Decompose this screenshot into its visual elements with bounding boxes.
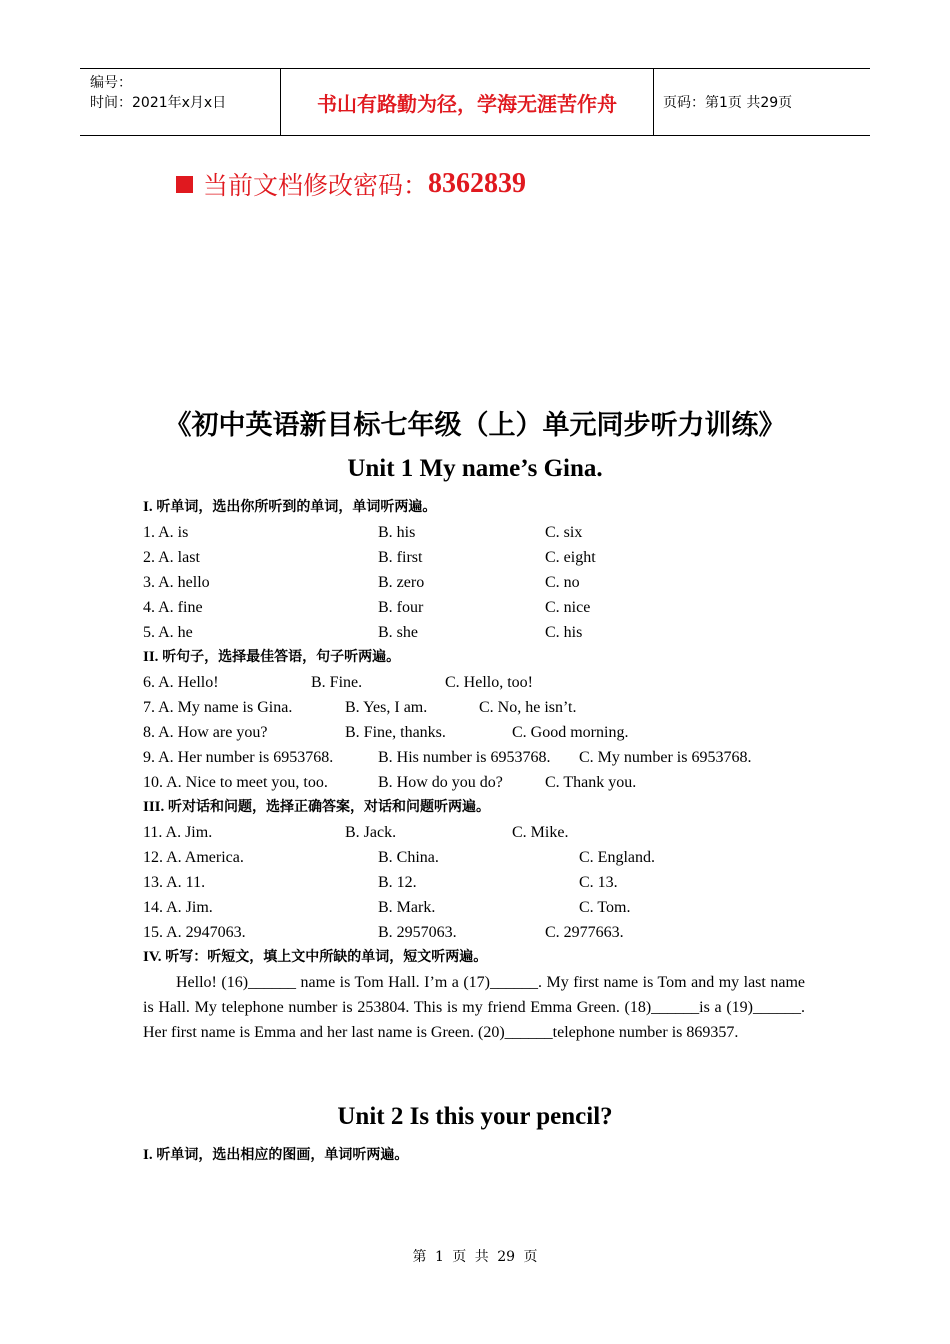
page-header	[80, 68, 870, 136]
header-page-info: 页码：第1页 共29页	[663, 95, 793, 111]
option-b: B. Fine.	[311, 674, 363, 691]
option-a: 2. A. last	[143, 549, 200, 566]
option-c: C. 2977663.	[545, 924, 624, 941]
unit1-title: Unit 1 My name’s Gina.	[347, 455, 603, 482]
question-row	[143, 570, 805, 595]
option-c: C. No, he isn’t.	[479, 699, 577, 716]
option-b: B. first	[378, 549, 423, 566]
option-c: C. Good morning.	[512, 724, 629, 741]
number-label: 编号：	[90, 75, 132, 91]
question-row	[143, 545, 805, 570]
time-label: 时间：2021年x月x日	[90, 95, 227, 111]
section-instruction: 听写：听短文，填上文中所缺的单词，短文听两遍。	[165, 949, 488, 965]
question-row	[143, 520, 805, 545]
section-3-heading	[143, 795, 805, 820]
section-number: III.	[143, 799, 169, 815]
password-value: 8362839	[428, 168, 527, 199]
option-b: B. Yes, I am.	[345, 699, 428, 716]
option-a: 15. A. 2947063.	[143, 924, 246, 941]
header-motto: 书山有路勤为径，学海无涯苦作舟	[281, 69, 654, 135]
section-number: II.	[143, 649, 163, 665]
password-notice	[176, 166, 526, 202]
section-instruction: 听单词，选出你所听到的单词，单词听两遍。	[156, 499, 437, 515]
question-row	[143, 770, 805, 795]
section-instruction: 听单词，选出相应的图画，单词听两遍。	[156, 1147, 409, 1163]
question-row	[143, 745, 805, 770]
question-row	[143, 820, 805, 845]
option-a: 14. A. Jim.	[143, 899, 213, 916]
section-1-heading	[143, 495, 805, 520]
option-c: C. England.	[579, 849, 655, 866]
password-label: 当前文档修改密码：	[203, 171, 429, 200]
option-a: 1. A. is	[143, 524, 189, 541]
unit2-title: Unit 2 Is this your pencil?	[337, 1103, 613, 1130]
option-a: 9. A. Her number is 6953768.	[143, 749, 334, 766]
option-a: 11. A. Jim.	[143, 824, 213, 841]
option-c: C. no	[545, 574, 580, 591]
unit1-content	[143, 495, 805, 1045]
option-c: C. Thank you.	[545, 774, 637, 791]
header-meta	[80, 69, 281, 135]
question-row	[143, 920, 805, 945]
section-4-heading	[143, 945, 805, 970]
section-instruction: 听对话和问题，选择正确答案，对话和问题听两遍。	[168, 799, 491, 815]
document-title: 《初中英语新目标七年级（上）单元同步听力训练》	[164, 410, 786, 441]
section-number: I.	[143, 1147, 157, 1163]
option-b: B. Fine, thanks.	[345, 724, 446, 741]
section-1-heading	[143, 1143, 805, 1168]
option-b: B. four	[378, 599, 424, 616]
option-c: C. Tom.	[579, 899, 631, 916]
section-instruction: 听句子，选择最佳答语，句子听两遍。	[162, 649, 401, 665]
option-b: B. 12.	[378, 874, 417, 891]
option-b: B. 2957063.	[378, 924, 457, 941]
option-c: C. Mike.	[512, 824, 569, 841]
question-row	[143, 695, 805, 720]
option-a: 7. A. My name is Gina.	[143, 699, 293, 716]
option-b: B. zero	[378, 574, 425, 591]
option-c: C. My number is 6953768.	[579, 749, 752, 766]
option-c: C. six	[545, 524, 583, 541]
square-bullet-icon	[176, 176, 193, 193]
question-row	[143, 870, 805, 895]
option-a: 5. A. he	[143, 624, 193, 641]
option-a: 6. A. Hello!	[143, 674, 219, 691]
section-2-heading	[143, 645, 805, 670]
option-a: 12. A. America.	[143, 849, 244, 866]
option-a: 13. A. 11.	[143, 874, 206, 891]
question-row	[143, 620, 805, 645]
option-c: C. his	[545, 624, 583, 641]
option-a: 10. A. Nice to meet you, too.	[143, 774, 328, 791]
question-row	[143, 845, 805, 870]
unit2-content	[143, 1143, 805, 1168]
question-row	[143, 670, 805, 695]
option-b: B. How do you do?	[378, 774, 503, 791]
option-b: B. Jack.	[345, 824, 397, 841]
question-row	[143, 720, 805, 745]
option-c: C. eight	[545, 549, 596, 566]
question-row	[143, 595, 805, 620]
option-b: B. His number is 6953768.	[378, 749, 551, 766]
dictation-passage: Hello! (16)______ name is Tom Hall. I’m a (17)______. My first name is Tom and my last name is Hall. My telephone number is 253804. This is my friend Emma Green. (18)______is a (19)______. Her first name is Emma and her last name is Green. (20)______telephone number is 869357.	[143, 974, 805, 1041]
option-a: 8. A. How are you?	[143, 724, 268, 741]
option-a: 4. A. fine	[143, 599, 203, 616]
option-b: B. his	[378, 524, 416, 541]
section-number: I.	[143, 499, 157, 515]
option-b: B. China.	[378, 849, 439, 866]
page-footer: 第 1 页 共 29 页	[412, 1249, 538, 1265]
option-c: C. Hello, too!	[445, 674, 533, 691]
option-c: C. 13.	[579, 874, 618, 891]
option-b: B. she	[378, 624, 418, 641]
option-c: C. nice	[545, 599, 591, 616]
section-number: IV.	[143, 949, 166, 965]
option-b: B. Mark.	[378, 899, 436, 916]
option-a: 3. A. hello	[143, 574, 210, 591]
question-row	[143, 895, 805, 920]
